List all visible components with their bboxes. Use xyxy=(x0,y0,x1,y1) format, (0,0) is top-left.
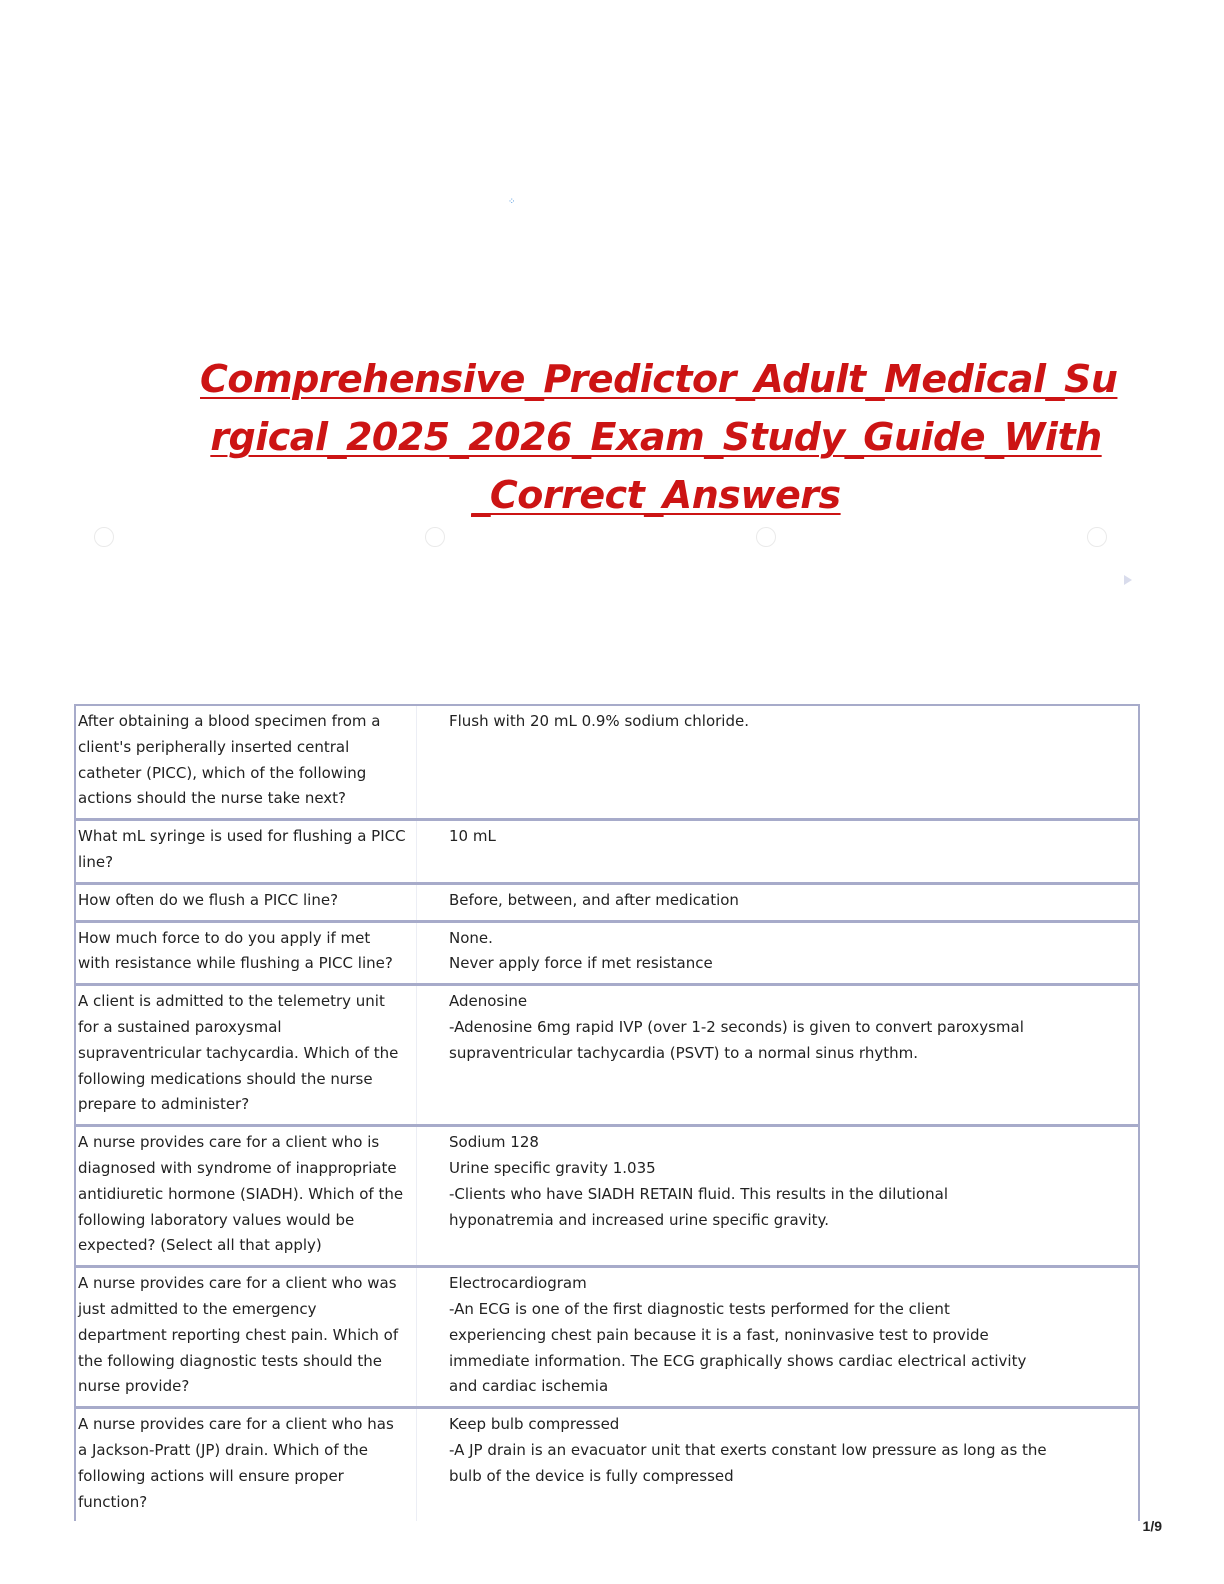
flashcard-table xyxy=(74,704,1140,1521)
answer-line: Adenosine xyxy=(449,992,528,1011)
answer-line: Before, between, and after medication xyxy=(449,890,739,909)
decorative-circle-icon xyxy=(756,527,776,547)
answer-line: Electrocardiogram xyxy=(449,1274,587,1293)
question-cell: A nurse provides care for a client who has a Jackson-Pratt (JP) drain. Which of the following actions will ensure proper function? xyxy=(75,1408,417,1522)
table-row xyxy=(75,985,1139,1126)
table-row xyxy=(75,1267,1139,1408)
answer-line: Never apply force if met resistance xyxy=(449,954,713,973)
table-row xyxy=(75,820,1139,884)
table-row xyxy=(75,705,1139,820)
answer-line: -Clients who have SIADH RETAIN fluid. This results in the dilutional hyponatremia and increased urine specific gravity. xyxy=(449,1184,948,1229)
title-line: Comprehensive_Predictor_Adult_Medical_Su xyxy=(200,357,1118,401)
answer-cell xyxy=(417,1267,1140,1408)
decorative-circle-icon xyxy=(94,527,114,547)
answer-cell xyxy=(417,705,1140,820)
answer-cell xyxy=(417,883,1140,921)
answer-cell xyxy=(417,921,1140,985)
answer-cell xyxy=(417,1408,1140,1522)
answer-line: -An ECG is one of the first diagnostic tests performed for the client experiencing chest pain because it is a fast, noninvasive test to provide immediate information. The ECG graphically shows cardiac electrical activity and cardiac ischemia xyxy=(449,1299,1027,1396)
answer-line: -Adenosine 6mg rapid IVP (over 1-2 seconds) is given to convert paroxysmal supraventricular tachycardia (PSVT) to a normal sinus rhythm. xyxy=(449,1017,1024,1062)
answer-cell xyxy=(417,1126,1140,1267)
question-cell: How often do we flush a PICC line? xyxy=(75,883,417,921)
answer-cell xyxy=(417,985,1140,1126)
answer-line: Flush with 20 mL 0.9% sodium chloride. xyxy=(449,712,749,730)
decorative-circle-icon xyxy=(1087,527,1107,547)
document-title xyxy=(200,350,1118,524)
question-cell: What mL syringe is used for flushing a PICC line? xyxy=(75,820,417,884)
table-row xyxy=(75,921,1139,985)
page-indicator: 1/9 xyxy=(1142,1518,1162,1534)
question-cell: A nurse provides care for a client who was just admitted to the emergency department reporting chest pain. Which of the following diagnostic tests should the nurse provide? xyxy=(75,1267,417,1408)
answer-line: None. xyxy=(449,928,493,947)
question-cell: How much force to do you apply if met with resistance while flushing a PICC line? xyxy=(75,921,417,985)
table-row xyxy=(75,1126,1139,1267)
question-cell: A nurse provides care for a client who is diagnosed with syndrome of inappropriate antidiuretic hormone (SIADH). Which of the following laboratory values would be expected? (Select all that apply) xyxy=(75,1126,417,1267)
decorative-circle-icon xyxy=(425,527,445,547)
table-row xyxy=(75,1408,1139,1522)
title-line: rgical_2025_2026_Exam_Study_Guide_With xyxy=(210,415,1102,459)
play-arrow-icon xyxy=(1124,575,1132,585)
answer-line: -A JP drain is an evacuator unit that exerts constant low pressure as long as the bulb of the device is fully compressed xyxy=(449,1440,1047,1485)
loading-spinner-icon: ⁘ xyxy=(508,197,516,207)
answer-line: Keep bulb compressed xyxy=(449,1415,620,1434)
question-cell: After obtaining a blood specimen from a client's peripherally inserted central catheter (PICC), which of the following actions should the nurse take next? xyxy=(75,705,417,820)
question-cell: A client is admitted to the telemetry unit for a sustained paroxysmal supraventricular tachycardia. Which of the following medications should the nurse prepare to administer? xyxy=(75,985,417,1126)
answer-line: Sodium 128 xyxy=(449,1133,539,1152)
answer-line: 10 mL xyxy=(449,827,496,846)
table-row xyxy=(75,883,1139,921)
answer-line: Urine specific gravity 1.035 xyxy=(449,1158,656,1177)
answer-cell xyxy=(417,820,1140,884)
title-line: _Correct_Answers xyxy=(471,473,841,517)
